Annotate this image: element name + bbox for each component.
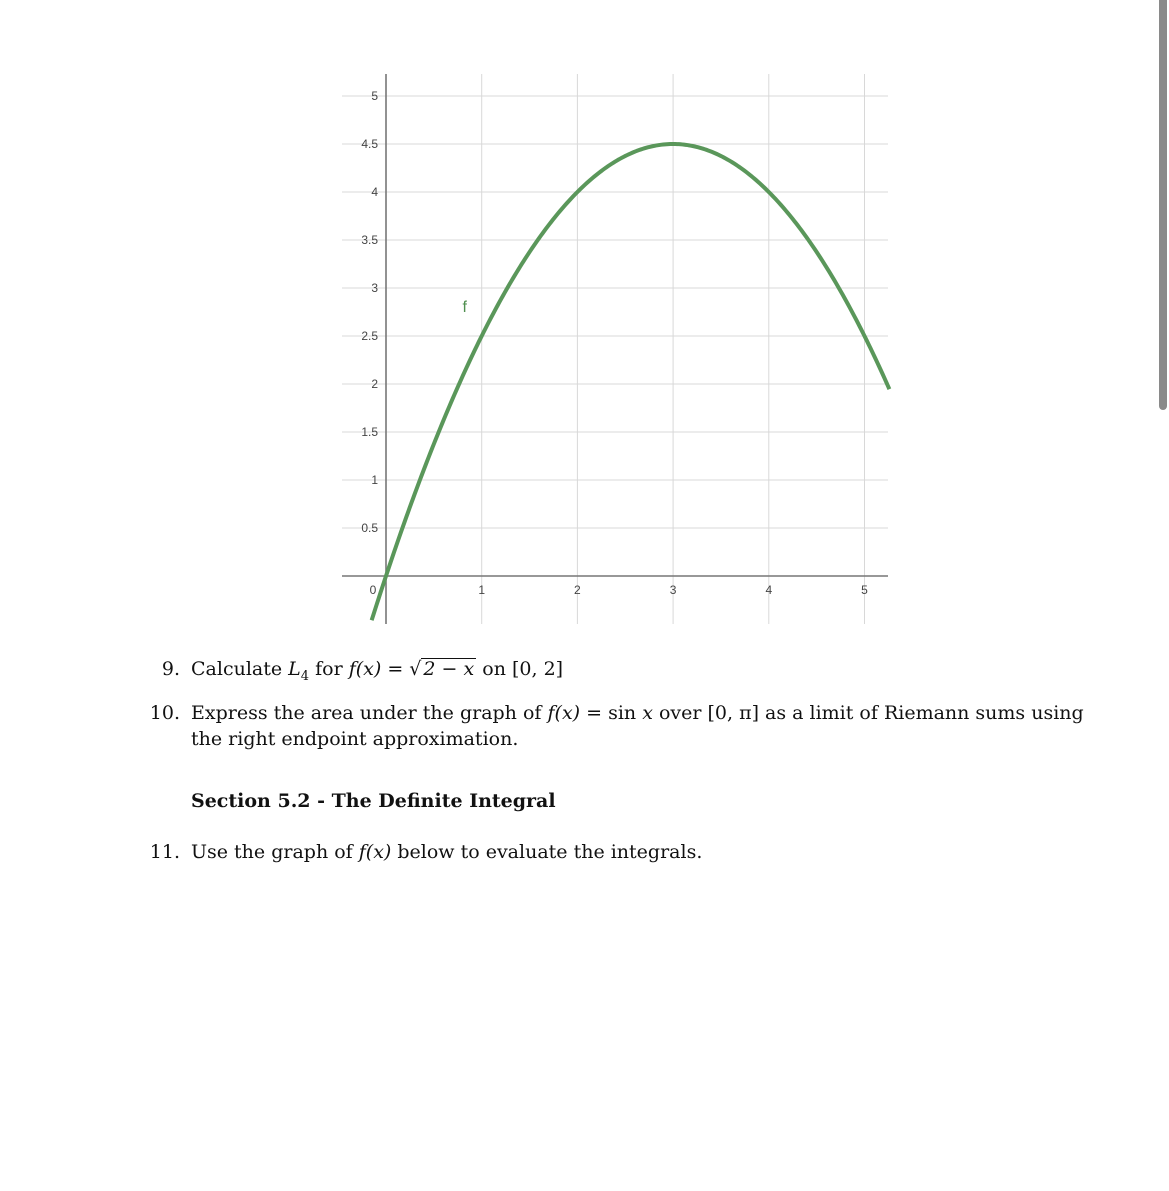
- x-tick-5: 5: [861, 583, 868, 597]
- y-tick-3.5: 3.5: [361, 233, 378, 247]
- y-tick-5: 5: [371, 89, 378, 103]
- problem-text: Express the area under the graph of f(x) = sin x over [0, π] as a limit of Riemann sums using: [191, 702, 1084, 724]
- y-tick-1: 1: [371, 473, 378, 487]
- x-tick-1: 1: [478, 583, 486, 597]
- y-tick-3: 3: [371, 281, 378, 295]
- problem-number: 11.: [149, 841, 180, 863]
- y-tick-4.5: 4.5: [361, 137, 378, 151]
- y-tick-0.5: 0.5: [361, 521, 378, 535]
- problem-number: 9.: [161, 658, 180, 680]
- problem-number: 10.: [149, 702, 180, 724]
- problem-text: Use the graph of f(x) below to evaluate the integrals.: [191, 841, 703, 863]
- x-tick-0: 0: [369, 583, 377, 597]
- y-tick-labels: [361, 89, 378, 535]
- axes: [342, 74, 888, 624]
- x-tick-4: 4: [765, 583, 773, 597]
- scrollbar-thumb[interactable]: [1159, 0, 1167, 410]
- y-tick-1.5: 1.5: [361, 425, 378, 439]
- scrollbar[interactable]: [1157, 0, 1169, 412]
- problem-text: Calculate $L_4$ for f(x) = √ 2 − x on [0, 2]: [191, 658, 564, 684]
- sqrt-sign: √: [409, 658, 422, 680]
- section-heading: Section 5.2 - The Definite Integral: [191, 790, 556, 812]
- x-tick-labels: [370, 583, 869, 597]
- y-tick-2.5: 2.5: [361, 329, 378, 343]
- problem-text-line2: the right endpoint approximation.: [191, 728, 519, 750]
- x-tick-3: 3: [669, 583, 677, 597]
- x-tick-2: 2: [574, 583, 581, 597]
- vertical-gridlines: [482, 74, 865, 624]
- y-tick-2: 2: [371, 377, 378, 391]
- function-graph: [330, 64, 900, 630]
- curve-label-f: f: [462, 299, 468, 316]
- y-tick-4: 4: [371, 185, 378, 199]
